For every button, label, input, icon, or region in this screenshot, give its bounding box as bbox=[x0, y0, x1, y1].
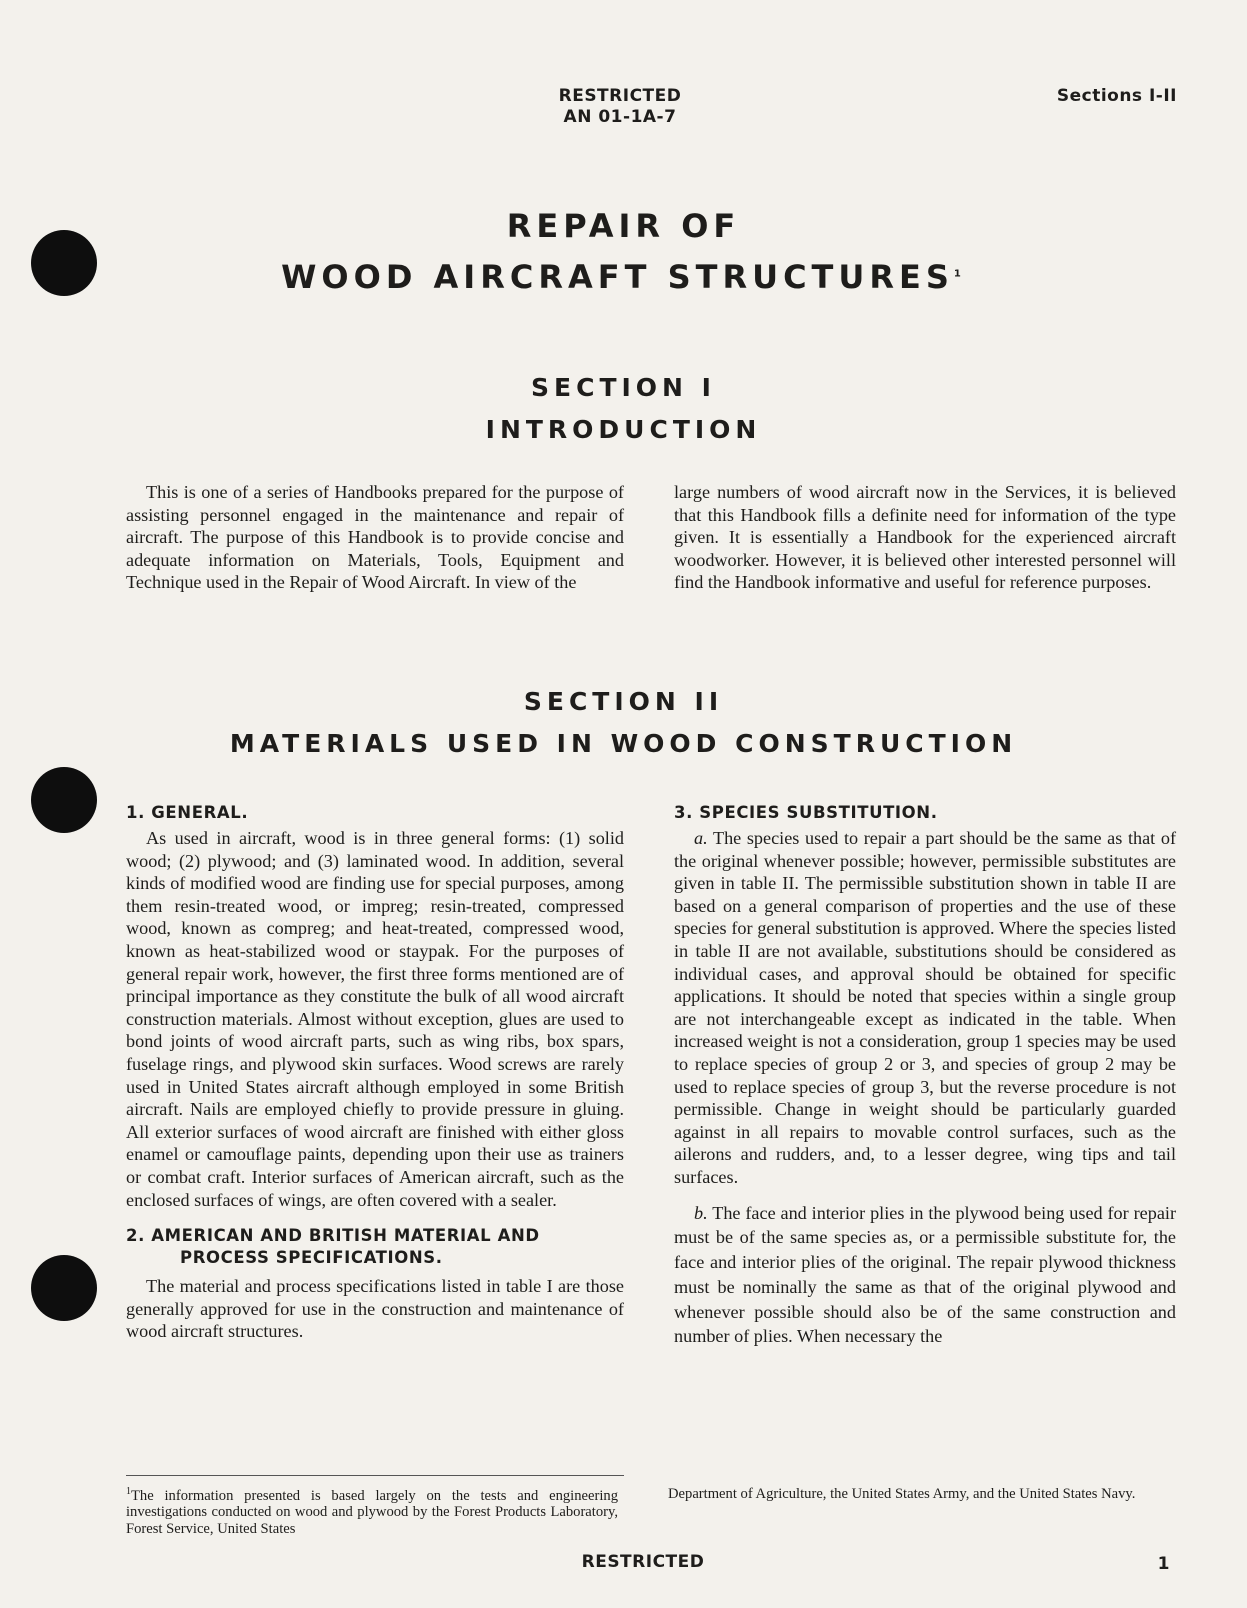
species-b-label: b. bbox=[694, 1202, 708, 1223]
header-classification: RESTRICTED bbox=[558, 86, 682, 106]
page-number: 1 bbox=[1157, 1554, 1170, 1574]
footnote-left bbox=[126, 1484, 618, 1537]
spec-heading-line2: PROCESS SPECIFICATIONS. bbox=[180, 1248, 443, 1268]
section1-left-paragraph: This is one of a series of Handbooks prepared for the purpose of assisting personnel engaged in the maintenance and repair of aircraft. The purpose of this Handbook is to provide concise and adequate information on Materials, Tools, Equipment and Technique used in the Repair of Wood Aircraft. In view of the bbox=[126, 482, 624, 593]
binder-hole bbox=[31, 767, 97, 833]
species-b-text: The face and interior plies in the plywood being used for repair must be of the same species as, or a permissible substitute for, the face and interior plies of the original. The repair plywood thickness must be nominally the same as that of the original plywood and whenever possible should also be of the same construction and number of plies. When necessary the bbox=[674, 1202, 1176, 1347]
species-heading: 3. SPECIES SUBSTITUTION. bbox=[674, 803, 938, 822]
main-title-line2 bbox=[0, 258, 1247, 296]
general-paragraph: As used in aircraft, wood is in three general forms: (1) solid wood; (2) plywood; and (3) laminated wood. In addition, several kinds of modified wood are finding use for special purposes, among them resin-treated wood, or impreg; resin-treated, compressed wood, known as compreg; and heat-treated, compressed wood, known as heat-stabilized wood or staypak. For the purposes of general repair work, however, the first three forms mentioned are of principal importance as they constitute the bulk of all wood aircraft construction materials. Almost without exception, glues are used to bond joints of wood aircraft parts, such as wing ribs, box spars, fuselage rings, and plywood skin surfaces. Wood screws are rarely used in United States aircraft although employed in some British aircraft. Nails are employed chiefly to provide pressure in gluing. All exterior surfaces of wood aircraft are finished with either gloss enamel or camouflage paints, depending upon their use as trainers or combat craft. Interior surfaces of American aircraft, such as the enclosed surfaces of wings, are often covered with a sealer. bbox=[126, 828, 624, 1210]
header-doc-number: AN 01-1A-7 bbox=[563, 107, 677, 127]
footnote-right: Department of Agriculture, the United States Army, and the United States Navy. bbox=[668, 1486, 1136, 1502]
spec-heading-line1: 2. AMERICAN AND BRITISH MATERIAL AND bbox=[126, 1226, 540, 1246]
footnote-mark: 1 bbox=[126, 1486, 131, 1497]
section2-heading: SECTION II bbox=[523, 687, 724, 716]
section2-title: MATERIALS USED IN WOOD CONSTRUCTION bbox=[229, 729, 1018, 758]
header-sections-label: Sections I-II bbox=[1056, 86, 1177, 106]
binder-hole bbox=[31, 1255, 97, 1321]
footer-classification: RESTRICTED bbox=[581, 1552, 705, 1572]
footnote-left-text: The information presented is based largely on the tests and engineering investigations conducted on wood and plywood by the Forest Products Laboratory, Forest Service, United States bbox=[126, 1487, 618, 1537]
footnote-rule bbox=[126, 1475, 624, 1476]
spec-paragraph: The material and process specifications listed in table I are those generally approved for use in the construction and maintenance of wood aircraft structures. bbox=[126, 1276, 624, 1342]
species-a-paragraph bbox=[674, 827, 1176, 1189]
section1-heading: SECTION I bbox=[531, 373, 716, 402]
main-title-line1: REPAIR OF bbox=[506, 207, 741, 245]
section1-right-paragraph: large numbers of wood aircraft now in the Services, it is believed that this Handbook fills a definite need for information of the type given. It is essentially a Handbook for the experienced aircraft woodworker. However, it is believed other interested personnel will find the Handbook informative and useful for reference purposes. bbox=[674, 482, 1176, 593]
section1-title: INTRODUCTION bbox=[485, 415, 762, 444]
title-footnote-mark: 1 bbox=[953, 268, 966, 280]
species-b-paragraph bbox=[674, 1201, 1176, 1350]
species-a-text: The species used to repair a part should be the same as that of the original whenever possible; however, permissible substitutes are given in table II. The permissible substitution shown in table II are based on a general comparison of properties and the use of these species for general substitution is approved. Where the species listed in table II are not available, substitutions should be considered as individual cases, and approval should be obtained for specific applications. It should be noted that species within a single group are not interchangeable except as indicated in the table. When increased weight is not a consideration, group 1 species may be used to replace species of group 2 or 3, and species of group 2 may be used to replace species of group 3, but the reverse procedure is not permissible. Change in weight should be particularly guarded against in all repairs to movable control surfaces, such as the ailerons and rudders, and, to a lesser degree, wing tips and tail surfaces. bbox=[674, 828, 1177, 1187]
page-header bbox=[520, 86, 720, 128]
general-heading: 1. GENERAL. bbox=[126, 803, 249, 822]
species-a-label: a. bbox=[694, 828, 708, 848]
left-column bbox=[126, 802, 624, 1343]
right-column bbox=[674, 802, 1176, 1349]
main-title-text: WOOD AIRCRAFT STRUCTURES bbox=[281, 258, 954, 296]
